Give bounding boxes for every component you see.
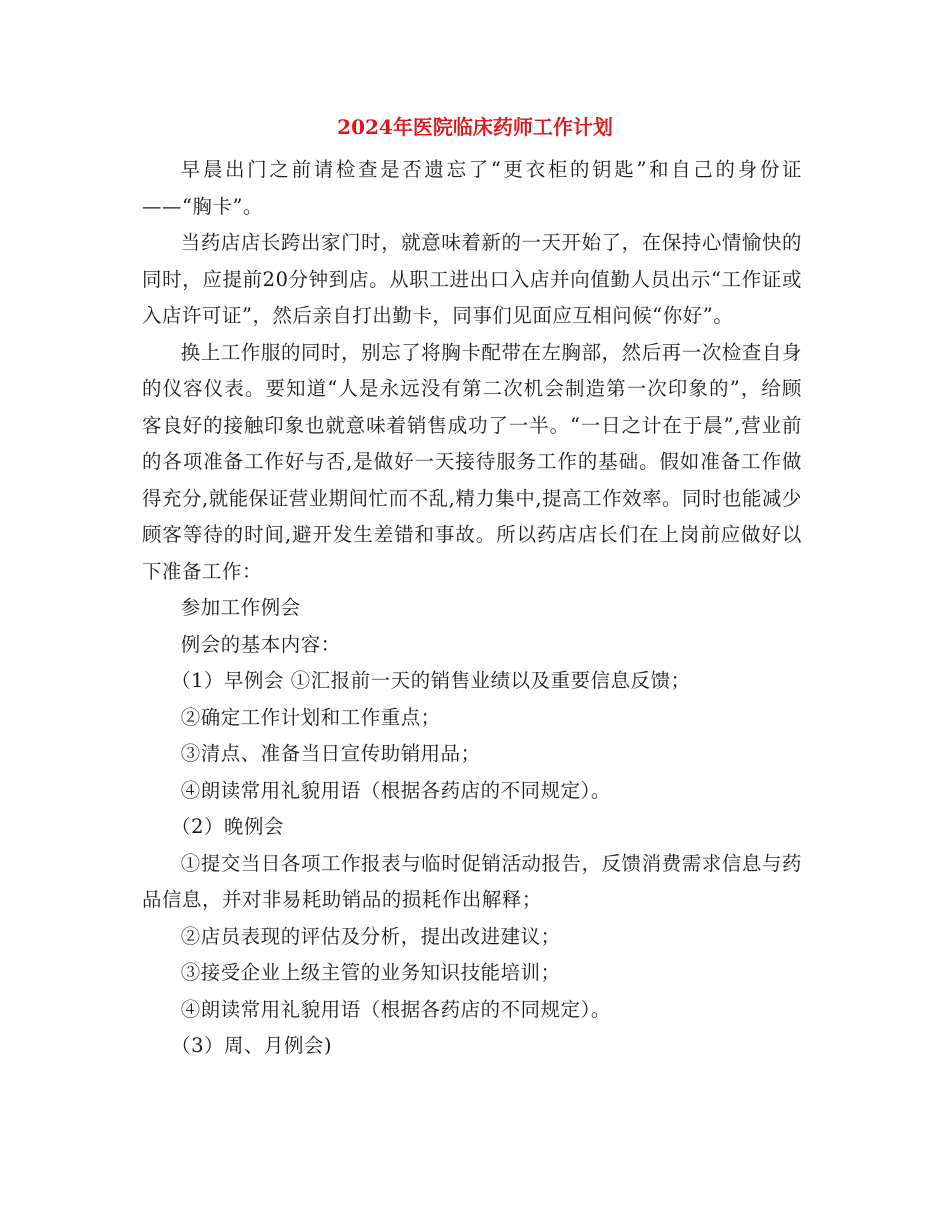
list-item: （1）早例会 ①汇报前一天的销售业绩以及重要信息反馈； bbox=[171, 669, 691, 692]
list-item: （3）周、月例会) bbox=[171, 1034, 333, 1057]
list-item: ②确定工作计划和工作重点； bbox=[180, 705, 441, 729]
document-body bbox=[142, 152, 802, 1065]
list-item: ②店员表现的评估及分析，提出改进建议； bbox=[180, 924, 561, 948]
list-item: ④朗读常用礼貌用语（根据各药店的不同规定）。 bbox=[180, 997, 611, 1021]
list-item: ①提交当日各项工作报表与临时促销活动报告，反馈消费需求信息与药品信息，并对非易耗助销品的损耗作出解释； bbox=[142, 851, 802, 911]
document-title: 2024年医院临床药师工作计划 bbox=[337, 115, 613, 139]
list-item: ③接受企业上级主管的业务知识技能培训； bbox=[180, 961, 561, 984]
list-item: ③清点、准备当日宣传助销用品； bbox=[180, 742, 481, 765]
paragraph: 参加工作例会 bbox=[180, 596, 301, 619]
paragraph: 换上工作服的同时，别忘了将胸卡配带在左胸部，然后再一次检查自身的仪容仪表。要知道“人是永远没有第二次机会制造第一次印象的”，给顾客良好的接触印象也就意味着销售成功了一半。“一日之计在于晨”,营业前的各项准备工作好与否,是做好一天接待服务工作的基础。假如准备工作做得充分,就能保证营业期间忙而不乱,精力集中,提高工作效率。同时也能减少顾客等待的时间,避开发生差错和事故。所以药店店长们在上岗前应做好以下准备工作： bbox=[142, 340, 802, 583]
paragraph: 当药店店长跨出家门时，就意味着新的一天开始了，在保持心情愉快的同时，应提前20分钟到店。从职工进出口入店并向值勤人员出示“工作证或入店许可证”，然后亲自打出勤卡，同事们见面应互相问候“你好”。 bbox=[142, 231, 802, 327]
paragraph: 早晨出门之前请检查是否遗忘了“更衣柜的钥匙”和自己的身份证——“胸卡”。 bbox=[142, 158, 802, 218]
list-item: （2）晚例会 bbox=[171, 815, 284, 838]
list-item: ④朗读常用礼貌用语（根据各药店的不同规定）。 bbox=[180, 778, 611, 802]
paragraph: 例会的基本内容： bbox=[180, 632, 341, 656]
